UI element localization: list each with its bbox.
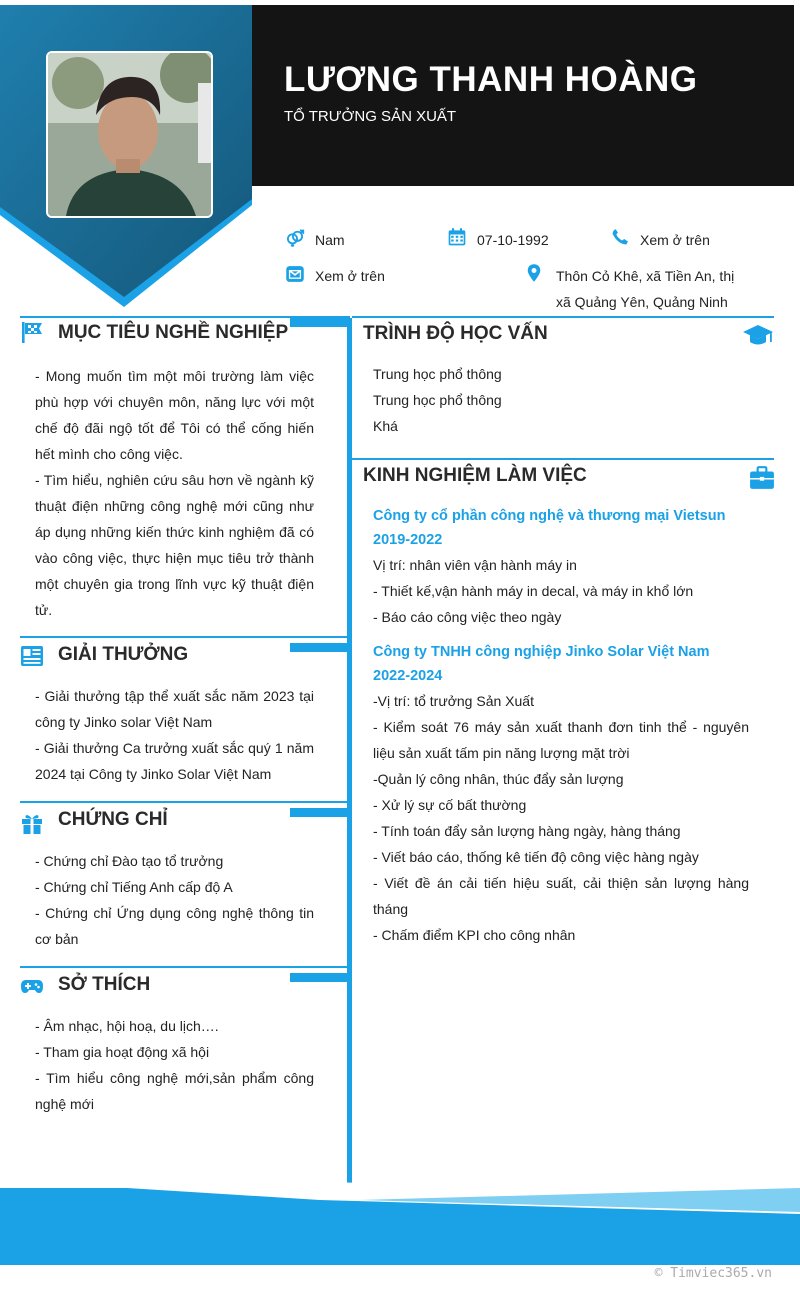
certificate-item: - Chứng chỉ Tiếng Anh cấp độ A	[35, 879, 233, 895]
email-value: Xem ở trên	[315, 268, 385, 284]
experience-title: KINH NGHIỆM LÀM VIỆC	[363, 465, 587, 486]
job-period: 2022-2024	[373, 668, 443, 684]
awards-title: GIẢI THƯỞNG	[58, 644, 189, 665]
certificate-item: - Chứng chỉ Đào tạo tổ trưởng	[35, 853, 224, 869]
job-detail: - Xử lý sự cố bất thường	[373, 797, 527, 813]
job-company: Công ty cổ phần công nghệ và thương mại Vietsun	[373, 508, 726, 524]
address-line-2: xã Quảng Yên, Quảng Ninh	[556, 294, 728, 310]
objective-title: MỤC TIÊU NGHỀ NGHIỆP	[58, 322, 289, 343]
phone-icon	[610, 227, 630, 247]
job-entry	[373, 640, 749, 948]
education-text	[373, 361, 749, 439]
job-detail: - Kiểm soát 76 máy sản xuất thanh đơn tinh thể - nguyên liệu sản xuất tấm pin năng lượng mặt trời	[373, 719, 749, 761]
hobbies-rule	[20, 966, 350, 968]
birthday-value: 07-10-1992	[477, 232, 549, 248]
job-detail: - Viết báo cáo, thống kê tiến độ công việc hàng ngày	[373, 849, 699, 865]
watermark: © Timviec365.vn	[654, 1266, 772, 1281]
candidate-title: TỔ TRƯỞNG SẢN XUẤT	[284, 108, 457, 125]
phone-value: Xem ở trên	[640, 232, 710, 248]
hobbies-text	[35, 1013, 314, 1117]
calendar-icon	[447, 227, 467, 247]
avatar	[46, 51, 213, 218]
job-detail: - Thiết kế,vận hành máy in decal, và máy in khổ lớn	[373, 583, 694, 599]
experience-rule	[352, 458, 774, 460]
job-company: Công ty TNHH công nghiệp Jinko Solar Việt Nam	[373, 644, 710, 660]
briefcase-icon	[749, 465, 775, 491]
certificates-title: CHỨNG CHỈ	[58, 809, 168, 830]
job-detail: -Vị trí: tổ trưởng Sản Xuất	[373, 693, 534, 709]
education-title: TRÌNH ĐỘ HỌC VẤN	[363, 323, 548, 344]
award-item: - Giải thưởng tập thể xuất sắc năm 2023 tại công ty Jinko solar Việt Nam	[35, 688, 314, 730]
job-detail: - Viết đề án cải tiến hiệu suất, cải thiện sản lượng hàng tháng	[373, 875, 749, 917]
certificate-item: - Chứng chỉ Ứng dụng công nghệ thông tin cơ bản	[35, 905, 314, 947]
objective-paragraph: - Mong muốn tìm một môi trường làm việc phù hợp với chuyên môn, năng lực với một chế độ đãi ngộ tốt để Tôi có thể cống hiến hết mình cho công việc.	[35, 368, 314, 462]
gamepad-icon	[20, 974, 44, 998]
job-entry	[373, 504, 749, 630]
hobby-item: - Âm nhạc, hội hoạ, du lịch….	[35, 1018, 219, 1034]
gender-icon	[285, 228, 305, 248]
email-icon	[285, 264, 305, 284]
hobby-item: - Tham gia hoạt động xã hội	[35, 1044, 210, 1060]
objective-text	[35, 363, 314, 623]
objective-paragraph: - Tìm hiểu, nghiên cứu sâu hơn về ngành kỹ thuật điện những công nghệ mới cũng như áp dụng những kiến thức kinh nghiệm đã có vào công việc, thực hiện mục tiêu trở thành một chuyên gia trong lĩnh vực kỹ thuật điện tử.	[35, 472, 314, 618]
education-line: Trung học phổ thông	[373, 366, 502, 382]
candidate-name: LƯƠNG THANH HOÀNG	[284, 60, 698, 99]
location-icon	[524, 263, 544, 283]
objective-accent-bar	[290, 318, 347, 327]
experience-text	[373, 504, 749, 948]
awards-rule	[20, 636, 350, 638]
column-divider	[347, 318, 352, 1198]
job-detail: -Quản lý công nhân, thúc đẩy sản lượng	[373, 771, 624, 787]
award-item: - Giải thưởng Ca trưởng xuất sắc quý 1 năm 2024 tại Công ty Jinko Solar Việt Nam	[35, 740, 314, 782]
job-period: 2019-2022	[373, 532, 443, 548]
awards-text	[35, 683, 314, 787]
certificates-accent-bar	[290, 808, 347, 817]
footer-wave	[0, 1180, 800, 1265]
gift-icon	[20, 811, 44, 835]
job-detail: - Báo cáo công việc theo ngày	[373, 609, 562, 625]
education-rule	[352, 316, 774, 318]
job-detail: - Tính toán đẩy sản lượng hàng ngày, hàng tháng	[373, 823, 681, 839]
education-line: Trung học phổ thông	[373, 392, 502, 408]
hobbies-accent-bar	[290, 973, 347, 982]
flag-icon	[20, 320, 44, 344]
education-line: Khá	[373, 418, 398, 434]
job-detail: Vị trí: nhân viên vận hành máy in	[373, 557, 577, 573]
address-line-1: Thôn Cỏ Khê, xã Tiền An, thị	[556, 268, 735, 284]
job-detail: - Chấm điểm KPI cho công nhân	[373, 927, 576, 943]
awards-accent-bar	[290, 643, 347, 652]
award-certificate-icon	[20, 644, 44, 668]
hobby-item: - Tìm hiểu công nghệ mới,sản phẩm công nghệ mới	[35, 1070, 314, 1112]
certificates-rule	[20, 801, 350, 803]
graduation-cap-icon	[742, 322, 774, 350]
certificates-text	[35, 848, 314, 952]
gender-value: Nam	[315, 232, 345, 248]
hobbies-title: SỞ THÍCH	[58, 974, 151, 995]
